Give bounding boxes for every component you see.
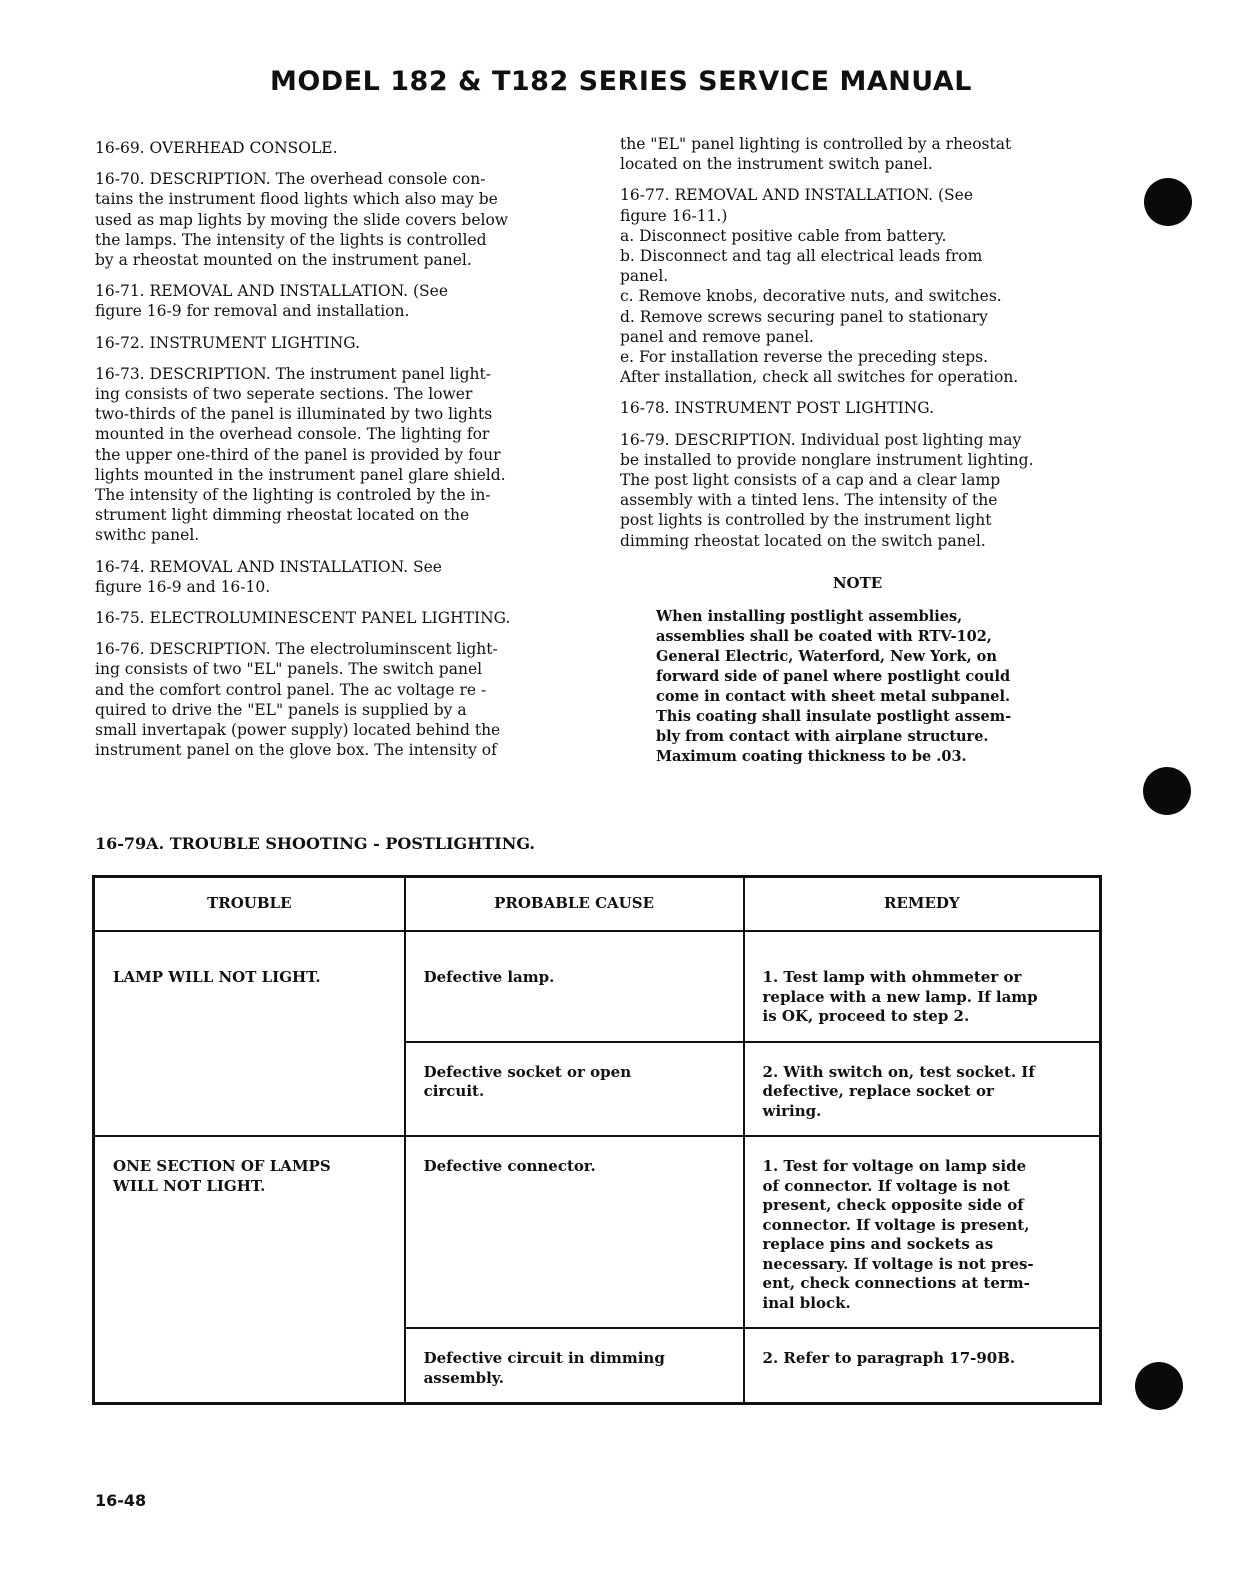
cause-text: Defective socket or open circuit.: [423, 1062, 632, 1100]
cause-text: Defective circuit in dimming assembly.: [423, 1349, 665, 1387]
binder-hole-icon: [1143, 767, 1191, 815]
step-c: c. Remove knobs, decorative nuts, and switches.: [620, 287, 1002, 306]
step-a: a. Disconnect positive cable from battery.: [620, 226, 947, 245]
remedy-text: 2. With switch on, test socket. If defective, replace socket or wiring.: [762, 1062, 1035, 1120]
binder-hole-icon: [1135, 1362, 1183, 1410]
troubleshooting-table: [92, 875, 1102, 1405]
table-header-row: [94, 877, 1101, 932]
remedy-cell: [744, 1136, 1101, 1328]
paragraph-16-74: 16-74. REMOVAL AND INSTALLATION. See figure 16-9 and 16-10.: [95, 557, 442, 596]
left-column: [95, 138, 565, 771]
paragraph-16-79: 16-79. DESCRIPTION. Individual post lighting may be installed to provide nonglare instrument lighting. The post light consists of a cap and a clear lamp assembly with a tinted lens. The intensity of the post lights is controlled by the instrument light dimming rheostat located on the switch panel.: [620, 430, 1034, 550]
remedy-cell: [744, 931, 1101, 1042]
table-title: 16-79A. TROUBLE SHOOTING - POSTLIGHTING.: [95, 834, 535, 853]
remedy-text: 2. Refer to paragraph 17-90B.: [762, 1349, 1016, 1367]
note-title: NOTE: [832, 573, 883, 592]
remedy-text: 1. Test lamp with ohmmeter or replace with a new lamp. If lamp is OK, proceed to step 2.: [762, 968, 1038, 1025]
remedy-cell: [744, 1328, 1101, 1404]
table-row: [94, 1136, 1101, 1328]
heading-instrument-lighting: 16-72. INSTRUMENT LIGHTING.: [95, 333, 361, 352]
note-body: When installing postlight assemblies, assemblies shall be coated with RTV-102, General Electric, Waterford, New York, on forward side of panel where postlight could come in contact with sheet metal subpanel. This coating shall insulate postlight assem- bly from contact with airplane structure. Maximum coating thickness to be .03.: [656, 608, 1012, 766]
trouble-text: LAMP WILL NOT LIGHT.: [113, 968, 321, 986]
step-d: d. Remove screws securing panel to stationary panel and remove panel.: [620, 307, 988, 346]
heading-el-panel-lighting: 16-75. ELECTROLUMINESCENT PANEL LIGHTING.: [95, 609, 511, 628]
trouble-cell: [94, 931, 405, 1136]
cause-text: Defective lamp.: [423, 968, 555, 986]
heading-post-lighting: 16-78. INSTRUMENT POST LIGHTING.: [620, 399, 935, 418]
table-row: [94, 931, 1101, 1042]
paragraph-16-71: 16-71. REMOVAL AND INSTALLATION. (See figure 16-9 for removal and installation.: [95, 282, 449, 321]
trouble-cell: [94, 1136, 405, 1404]
header-trouble: TROUBLE: [94, 877, 405, 932]
remedy-cell: [744, 1042, 1101, 1137]
page-title: MODEL 182 & T182 SERIES SERVICE MANUAL: [269, 66, 972, 97]
paragraph-16-76: 16-76. DESCRIPTION. The electroluminscent light- ing consists of two "EL" panels. The switch panel and the comfort control panel. The ac voltage re - quired to drive the "EL" panels is supplied by a small invertapak (power supply) located behind the instrument panel on the glove box. The intensity of: [95, 640, 501, 760]
trouble-text: ONE SECTION OF LAMPS WILL NOT LIGHT.: [113, 1157, 331, 1195]
remedy-text: 1. Test for voltage on lamp side of connector. If voltage is not present, check opposite side of connector. If voltage is present, replace pins and sockets as necessary. If voltage is not pres- ent, check connections at term- inal block.: [762, 1157, 1034, 1312]
binder-hole-icon: [1144, 178, 1192, 226]
paragraph-16-73: 16-73. DESCRIPTION. The instrument panel light- ing consists of two seperate sections. The lower two-thirds of the panel is illuminated by two lights mounted in the overhead console. The lighting for the upper one-third of the panel is provided by four lights mounted in the instrument panel glare shield. The intensity of the lighting is controled by the in- strument light dimming rheostat located on the swithc panel.: [95, 364, 506, 545]
header-probable-cause: PROBABLE CAUSE: [405, 877, 744, 932]
paragraph-el-continued: the "EL" panel lighting is controlled by a rheostat located on the instrument switch panel.: [620, 135, 1012, 174]
right-column: [620, 134, 1095, 767]
step-e: e. For installation reverse the preceding steps. After installation, check all switches for operation.: [620, 348, 1019, 387]
cause-cell: [405, 931, 744, 1042]
cause-cell: [405, 1136, 744, 1328]
paragraph-16-70: 16-70. DESCRIPTION. The overhead console con- tains the instrument flood lights which also may be used as map lights by moving the slide covers below the lamps. The intensity of the lights is controlled by a rheostat mounted on the instrument panel.: [95, 170, 509, 270]
page-number: 16-48: [95, 1491, 147, 1510]
cause-cell: [405, 1042, 744, 1137]
paragraph-16-77: 16-77. REMOVAL AND INSTALLATION. (See figure 16-11.): [620, 186, 974, 225]
header-remedy: REMEDY: [744, 877, 1101, 932]
heading-overhead-console: 16-69. OVERHEAD CONSOLE.: [95, 139, 338, 157]
cause-cell: [405, 1328, 744, 1404]
step-b: b. Disconnect and tag all electrical leads from panel.: [620, 247, 983, 286]
cause-text: Defective connector.: [423, 1157, 596, 1175]
